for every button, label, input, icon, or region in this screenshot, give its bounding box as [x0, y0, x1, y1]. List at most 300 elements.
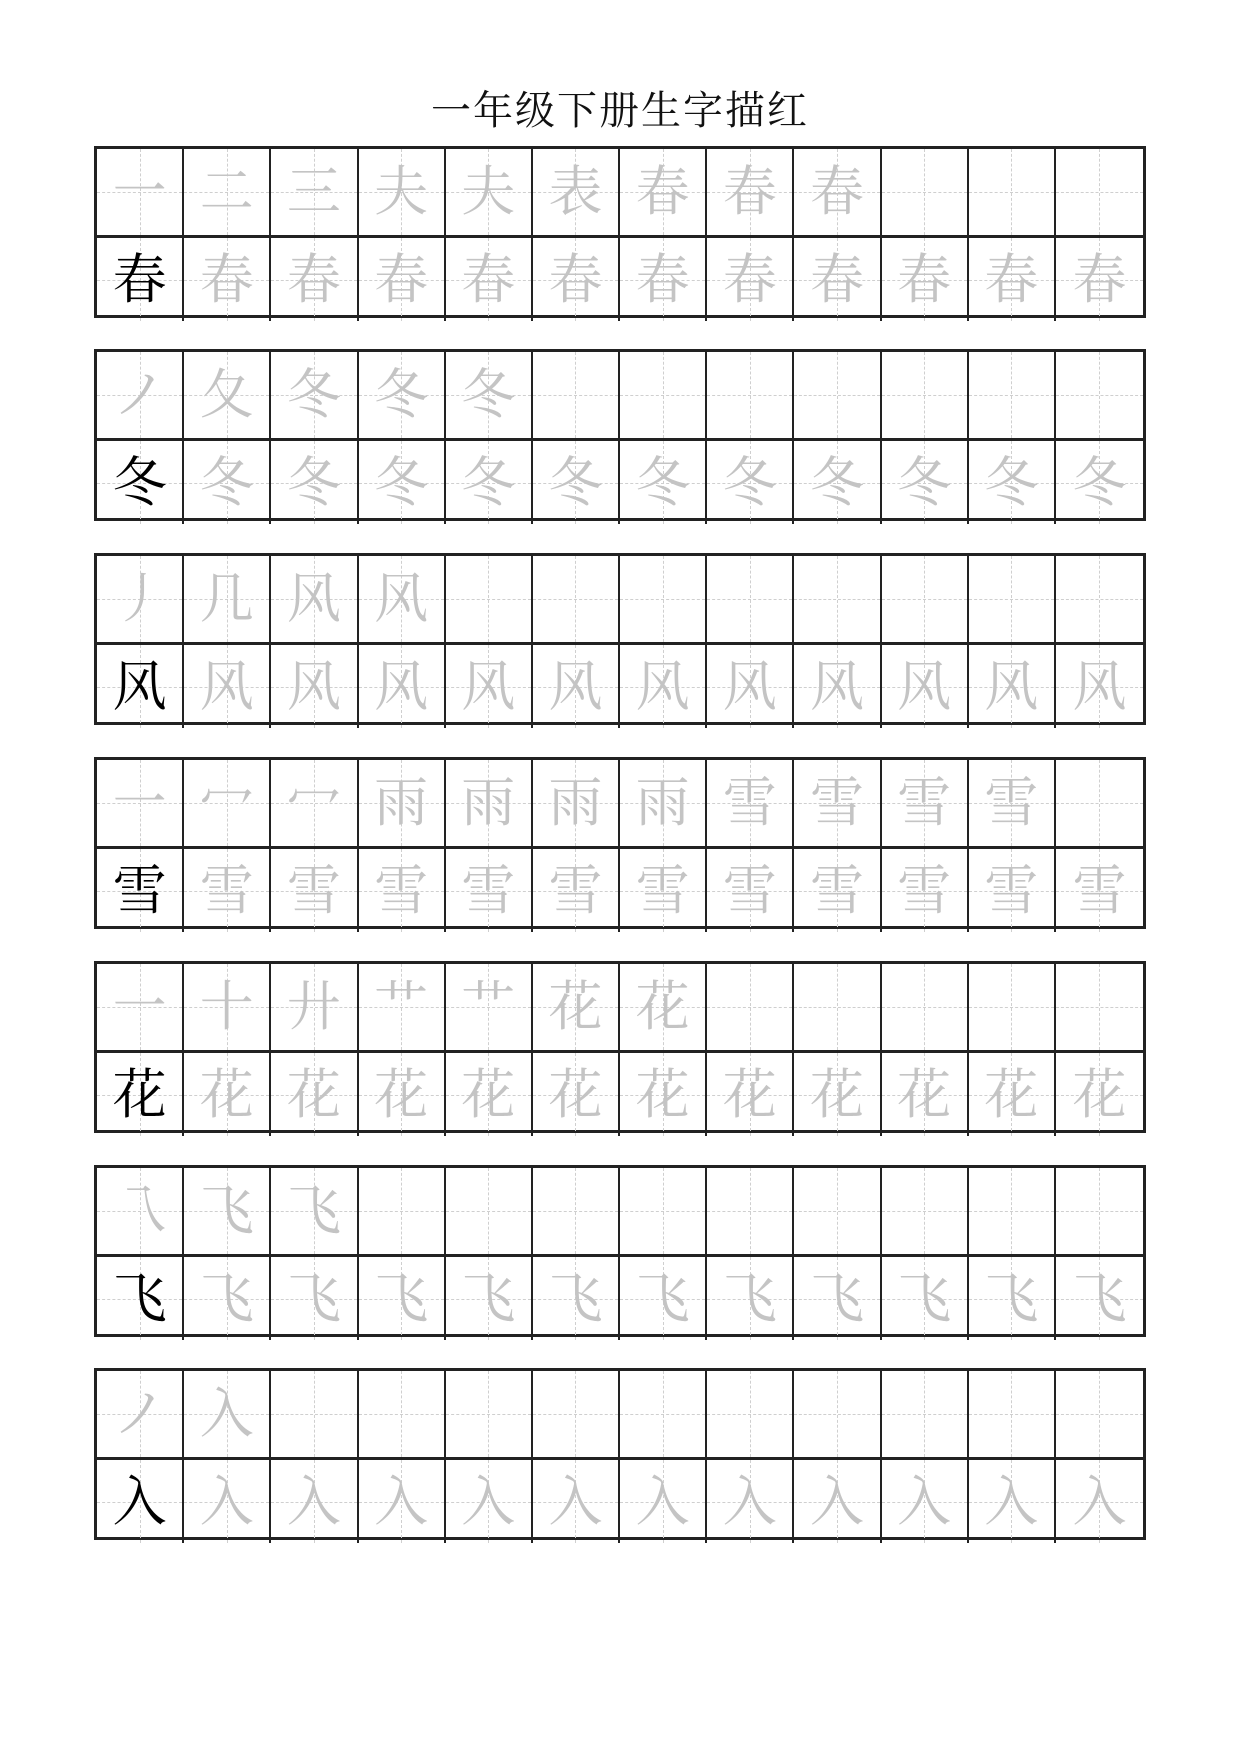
stroke-cell[interactable]	[794, 1371, 881, 1457]
stroke-cell[interactable]	[969, 1371, 1056, 1457]
trace-cell[interactable]	[882, 1460, 969, 1543]
trace-cell[interactable]	[969, 238, 1056, 321]
trace-cell[interactable]	[446, 849, 533, 932]
stroke-char: 花	[635, 975, 690, 1038]
stroke-cell[interactable]	[359, 556, 446, 642]
trace-cell[interactable]	[1056, 441, 1143, 524]
trace-cell[interactable]	[882, 238, 969, 321]
stroke-order-row	[97, 964, 1143, 1053]
trace-cell[interactable]	[620, 849, 707, 932]
stroke-cell[interactable]	[446, 964, 533, 1050]
stroke-cell[interactable]	[794, 556, 881, 642]
stroke-char: 雪	[809, 771, 864, 834]
stroke-char: 春	[635, 160, 690, 223]
model-character: 风	[112, 654, 167, 718]
stroke-cell[interactable]	[184, 1371, 271, 1457]
stroke-cell[interactable]	[359, 760, 446, 846]
trace-char: 风	[461, 654, 516, 718]
stroke-cell[interactable]	[533, 1371, 620, 1457]
stroke-cell[interactable]	[1056, 149, 1143, 235]
trace-char: 雪	[722, 858, 777, 922]
stroke-cell[interactable]	[97, 1168, 184, 1254]
stroke-cell[interactable]	[707, 964, 794, 1050]
trace-cell[interactable]	[882, 645, 969, 728]
trace-cell[interactable]	[1056, 1257, 1143, 1340]
trace-char: 雪	[984, 858, 1039, 922]
character-block	[94, 146, 1146, 318]
stroke-cell[interactable]	[533, 1168, 620, 1254]
trace-char: 花	[1072, 1062, 1127, 1126]
trace-char: 风	[1072, 654, 1127, 718]
trace-char: 花	[548, 1062, 603, 1126]
stroke-char: 花	[548, 975, 603, 1038]
stroke-cell[interactable]	[446, 760, 533, 846]
stroke-cell[interactable]	[184, 149, 271, 235]
trace-cell[interactable]	[446, 1257, 533, 1340]
trace-cell[interactable]	[1056, 1053, 1143, 1136]
trace-char: 春	[286, 247, 341, 311]
stroke-cell[interactable]	[620, 760, 707, 846]
stroke-cell[interactable]	[969, 964, 1056, 1050]
stroke-char: 风	[374, 567, 429, 630]
trace-char: 入	[1072, 1469, 1127, 1533]
trace-char: 入	[809, 1469, 864, 1533]
trace-char: 风	[809, 654, 864, 718]
stroke-char: 飞	[286, 1179, 341, 1242]
trace-char: 飞	[635, 1266, 690, 1330]
trace-cell[interactable]	[969, 849, 1056, 932]
stroke-cell[interactable]	[1056, 1371, 1143, 1457]
trace-cell[interactable]	[794, 441, 881, 524]
stroke-cell[interactable]	[97, 1371, 184, 1457]
stroke-cell[interactable]	[446, 149, 533, 235]
trace-cell[interactable]	[707, 645, 794, 728]
character-block	[94, 1165, 1146, 1337]
trace-char: 入	[635, 1469, 690, 1533]
stroke-cell[interactable]	[446, 1168, 533, 1254]
trace-char: 雪	[548, 858, 603, 922]
trace-cell[interactable]	[882, 1053, 969, 1136]
stroke-cell[interactable]	[359, 964, 446, 1050]
trace-char: 冬	[374, 450, 429, 514]
stroke-cell[interactable]	[794, 964, 881, 1050]
trace-cell[interactable]	[1056, 849, 1143, 932]
trace-cell[interactable]	[794, 849, 881, 932]
stroke-cell[interactable]	[446, 1371, 533, 1457]
trace-cell[interactable]	[707, 1053, 794, 1136]
trace-char: 雪	[1072, 858, 1127, 922]
stroke-char: 雪	[722, 771, 777, 834]
trace-cell[interactable]	[271, 645, 358, 728]
trace-char: 花	[199, 1062, 254, 1126]
trace-cell[interactable]	[446, 645, 533, 728]
trace-cell[interactable]	[969, 1460, 1056, 1543]
stroke-order-row	[97, 760, 1143, 849]
stroke-char: 冬	[286, 363, 341, 426]
trace-char: 冬	[635, 450, 690, 514]
trace-cell[interactable]	[446, 1053, 533, 1136]
trace-char: 春	[548, 247, 603, 311]
trace-char: 入	[286, 1469, 341, 1533]
trace-cell[interactable]	[969, 1257, 1056, 1340]
trace-cell[interactable]	[882, 849, 969, 932]
stroke-cell[interactable]	[97, 556, 184, 642]
stroke-char: 冬	[374, 363, 429, 426]
trace-cell[interactable]	[184, 238, 271, 321]
trace-char: 冬	[984, 450, 1039, 514]
trace-row	[97, 1257, 1143, 1340]
stroke-cell[interactable]	[620, 1371, 707, 1457]
trace-cell[interactable]	[969, 441, 1056, 524]
trace-char: 冬	[1072, 450, 1127, 514]
trace-char: 风	[722, 654, 777, 718]
trace-cell[interactable]	[620, 1053, 707, 1136]
trace-char: 花	[461, 1062, 516, 1126]
trace-cell[interactable]	[620, 1257, 707, 1340]
model-character: 飞	[112, 1266, 167, 1330]
trace-cell[interactable]	[359, 238, 446, 321]
stroke-char: 表	[548, 160, 603, 223]
stroke-cell[interactable]	[359, 352, 446, 438]
model-character-cell	[97, 1460, 184, 1543]
stroke-cell[interactable]	[359, 149, 446, 235]
stroke-cell[interactable]	[794, 149, 881, 235]
stroke-cell[interactable]	[707, 352, 794, 438]
trace-char: 飞	[461, 1266, 516, 1330]
stroke-cell[interactable]	[271, 1168, 358, 1254]
trace-cell[interactable]	[359, 1053, 446, 1136]
trace-cell[interactable]	[184, 1053, 271, 1136]
trace-char: 花	[635, 1062, 690, 1126]
model-character: 雪	[112, 858, 167, 922]
trace-char: 春	[374, 247, 429, 311]
stroke-char: 雨	[548, 771, 603, 834]
model-character-cell	[97, 238, 184, 321]
stroke-char: 一	[112, 975, 167, 1038]
model-character: 春	[112, 247, 167, 311]
trace-cell[interactable]	[446, 441, 533, 524]
stroke-cell[interactable]	[184, 1168, 271, 1254]
trace-char: 飞	[1072, 1266, 1127, 1330]
stroke-cell[interactable]	[446, 352, 533, 438]
trace-char: 入	[461, 1469, 516, 1533]
stroke-cell[interactable]	[794, 352, 881, 438]
trace-char: 花	[984, 1062, 1039, 1126]
stroke-cell[interactable]	[707, 556, 794, 642]
stroke-cell[interactable]	[533, 556, 620, 642]
stroke-char: 乁	[112, 1179, 167, 1242]
trace-char: 入	[548, 1469, 603, 1533]
trace-char: 冬	[897, 450, 952, 514]
trace-char: 入	[897, 1469, 952, 1533]
trace-row	[97, 1053, 1143, 1136]
trace-char: 春	[897, 247, 952, 311]
trace-char: 春	[984, 247, 1039, 311]
trace-char: 飞	[722, 1266, 777, 1330]
trace-cell[interactable]	[707, 1257, 794, 1340]
trace-cell[interactable]	[359, 1257, 446, 1340]
stroke-cell[interactable]	[533, 964, 620, 1050]
trace-char: 冬	[722, 450, 777, 514]
trace-cell[interactable]	[533, 645, 620, 728]
stroke-cell[interactable]	[359, 1168, 446, 1254]
trace-cell[interactable]	[707, 849, 794, 932]
trace-cell[interactable]	[620, 441, 707, 524]
trace-cell[interactable]	[271, 1053, 358, 1136]
trace-cell[interactable]	[794, 1053, 881, 1136]
stroke-cell[interactable]	[1056, 964, 1143, 1050]
stroke-cell[interactable]	[620, 964, 707, 1050]
trace-char: 冬	[461, 450, 516, 514]
character-block	[94, 349, 1146, 521]
trace-char: 风	[984, 654, 1039, 718]
stroke-cell[interactable]	[620, 149, 707, 235]
character-block	[94, 961, 1146, 1133]
stroke-char: 雪	[984, 771, 1039, 834]
stroke-char: 艹	[374, 975, 429, 1038]
trace-cell[interactable]	[1056, 1460, 1143, 1543]
model-character: 冬	[112, 450, 167, 514]
stroke-cell[interactable]	[969, 1168, 1056, 1254]
stroke-cell[interactable]	[184, 760, 271, 846]
stroke-char: ノ	[112, 363, 167, 426]
stroke-cell[interactable]	[882, 964, 969, 1050]
trace-cell[interactable]	[271, 1257, 358, 1340]
trace-cell[interactable]	[620, 645, 707, 728]
stroke-char: 十	[199, 975, 254, 1038]
stroke-cell[interactable]	[184, 556, 271, 642]
trace-cell[interactable]	[446, 1460, 533, 1543]
trace-char: 冬	[286, 450, 341, 514]
trace-char: 冬	[548, 450, 603, 514]
stroke-cell[interactable]	[969, 760, 1056, 846]
stroke-char: 风	[286, 567, 341, 630]
model-character: 花	[112, 1062, 167, 1126]
model-character-cell	[97, 645, 184, 728]
stroke-cell[interactable]	[446, 556, 533, 642]
trace-cell[interactable]	[184, 1460, 271, 1543]
stroke-cell[interactable]	[97, 964, 184, 1050]
trace-cell[interactable]	[1056, 645, 1143, 728]
stroke-char: 冖	[199, 771, 254, 834]
character-block	[94, 553, 1146, 725]
model-character: 入	[112, 1469, 167, 1533]
stroke-char: 雨	[635, 771, 690, 834]
trace-char: 春	[635, 247, 690, 311]
trace-cell[interactable]	[184, 849, 271, 932]
stroke-char: 一	[112, 160, 167, 223]
stroke-cell[interactable]	[184, 964, 271, 1050]
stroke-cell[interactable]	[533, 352, 620, 438]
trace-cell[interactable]	[1056, 238, 1143, 321]
stroke-char: 春	[809, 160, 864, 223]
stroke-char: 二	[199, 160, 254, 223]
stroke-cell[interactable]	[620, 352, 707, 438]
model-character-cell	[97, 1053, 184, 1136]
trace-char: 入	[984, 1469, 1039, 1533]
trace-cell[interactable]	[620, 1460, 707, 1543]
stroke-char: 冬	[461, 363, 516, 426]
stroke-char: 丿	[112, 567, 167, 630]
trace-cell[interactable]	[882, 441, 969, 524]
stroke-cell[interactable]	[794, 1168, 881, 1254]
trace-cell[interactable]	[359, 849, 446, 932]
stroke-cell[interactable]	[97, 149, 184, 235]
trace-char: 飞	[809, 1266, 864, 1330]
stroke-cell[interactable]	[707, 149, 794, 235]
stroke-char: 冖	[286, 771, 341, 834]
stroke-char: 一	[112, 771, 167, 834]
trace-char: 飞	[897, 1266, 952, 1330]
trace-char: 冬	[809, 450, 864, 514]
stroke-char: 三	[286, 160, 341, 223]
stroke-char: 雪	[897, 771, 952, 834]
stroke-cell[interactable]	[184, 352, 271, 438]
stroke-cell[interactable]	[533, 149, 620, 235]
stroke-cell[interactable]	[271, 1371, 358, 1457]
trace-char: 春	[1072, 247, 1127, 311]
trace-char: 飞	[984, 1266, 1039, 1330]
trace-cell[interactable]	[359, 645, 446, 728]
trace-char: 风	[635, 654, 690, 718]
trace-cell[interactable]	[882, 1257, 969, 1340]
trace-cell[interactable]	[707, 441, 794, 524]
trace-char: 冬	[199, 450, 254, 514]
trace-cell[interactable]	[620, 238, 707, 321]
trace-cell[interactable]	[707, 1460, 794, 1543]
trace-cell[interactable]	[794, 238, 881, 321]
character-block	[94, 757, 1146, 929]
stroke-cell[interactable]	[882, 1371, 969, 1457]
trace-cell[interactable]	[184, 441, 271, 524]
stroke-cell[interactable]	[620, 556, 707, 642]
stroke-cell[interactable]	[271, 760, 358, 846]
stroke-cell[interactable]	[97, 760, 184, 846]
trace-row	[97, 441, 1143, 524]
trace-cell[interactable]	[533, 1053, 620, 1136]
stroke-char: 雨	[374, 771, 429, 834]
trace-char: 雪	[635, 858, 690, 922]
stroke-cell[interactable]	[882, 1168, 969, 1254]
stroke-char: 飞	[199, 1179, 254, 1242]
stroke-cell[interactable]	[882, 556, 969, 642]
trace-cell[interactable]	[794, 1257, 881, 1340]
trace-cell[interactable]	[184, 1257, 271, 1340]
trace-char: 花	[374, 1062, 429, 1126]
stroke-cell[interactable]	[620, 1168, 707, 1254]
stroke-char: 几	[199, 567, 254, 630]
trace-cell[interactable]	[271, 238, 358, 321]
model-character-cell	[97, 849, 184, 932]
stroke-cell[interactable]	[1056, 760, 1143, 846]
trace-cell[interactable]	[446, 238, 533, 321]
trace-char: 风	[548, 654, 603, 718]
stroke-char: 夂	[199, 363, 254, 426]
stroke-char: 艹	[461, 975, 516, 1038]
stroke-order-row	[97, 1371, 1143, 1460]
stroke-cell[interactable]	[882, 760, 969, 846]
trace-char: 飞	[548, 1266, 603, 1330]
trace-cell[interactable]	[533, 849, 620, 932]
stroke-char: 春	[722, 160, 777, 223]
trace-cell[interactable]	[794, 1460, 881, 1543]
stroke-cell[interactable]	[969, 352, 1056, 438]
trace-char: 花	[722, 1062, 777, 1126]
stroke-cell[interactable]	[271, 556, 358, 642]
trace-cell[interactable]	[533, 1460, 620, 1543]
trace-char: 飞	[286, 1266, 341, 1330]
trace-cell[interactable]	[533, 441, 620, 524]
trace-cell[interactable]	[794, 645, 881, 728]
trace-cell[interactable]	[533, 238, 620, 321]
stroke-char: 廾	[286, 975, 341, 1038]
trace-char: 春	[722, 247, 777, 311]
stroke-cell[interactable]	[794, 760, 881, 846]
trace-char: 风	[286, 654, 341, 718]
trace-cell[interactable]	[271, 441, 358, 524]
stroke-cell[interactable]	[97, 352, 184, 438]
stroke-char: 夫	[374, 160, 429, 223]
stroke-char: 雨	[461, 771, 516, 834]
stroke-cell[interactable]	[707, 760, 794, 846]
trace-cell[interactable]	[969, 1053, 1056, 1136]
stroke-cell[interactable]	[1056, 352, 1143, 438]
trace-cell[interactable]	[707, 238, 794, 321]
trace-cell[interactable]	[271, 1460, 358, 1543]
trace-char: 飞	[374, 1266, 429, 1330]
trace-char: 入	[374, 1469, 429, 1533]
stroke-cell[interactable]	[707, 1168, 794, 1254]
trace-cell[interactable]	[533, 1257, 620, 1340]
trace-char: 雪	[809, 858, 864, 922]
trace-cell[interactable]	[359, 1460, 446, 1543]
page-title: 一年级下册生字描红	[431, 88, 809, 134]
model-character-cell	[97, 441, 184, 524]
trace-char: 雪	[199, 858, 254, 922]
trace-char: 花	[809, 1062, 864, 1126]
trace-cell[interactable]	[359, 441, 446, 524]
trace-char: 雪	[897, 858, 952, 922]
trace-cell[interactable]	[969, 645, 1056, 728]
stroke-cell[interactable]	[882, 149, 969, 235]
stroke-cell[interactable]	[359, 1371, 446, 1457]
trace-char: 风	[199, 654, 254, 718]
trace-char: 风	[374, 654, 429, 718]
stroke-cell[interactable]	[1056, 1168, 1143, 1254]
trace-cell[interactable]	[184, 645, 271, 728]
stroke-cell[interactable]	[969, 556, 1056, 642]
stroke-cell[interactable]	[271, 149, 358, 235]
stroke-order-row	[97, 556, 1143, 645]
trace-char: 雪	[461, 858, 516, 922]
stroke-cell[interactable]	[707, 1371, 794, 1457]
trace-char: 入	[722, 1469, 777, 1533]
trace-cell[interactable]	[271, 849, 358, 932]
stroke-char: ノ	[112, 1382, 167, 1445]
stroke-cell[interactable]	[533, 760, 620, 846]
stroke-order-row	[97, 1168, 1143, 1257]
trace-char: 春	[199, 247, 254, 311]
stroke-cell[interactable]	[1056, 556, 1143, 642]
trace-char: 风	[897, 654, 952, 718]
stroke-cell[interactable]	[271, 964, 358, 1050]
trace-row	[97, 645, 1143, 728]
stroke-cell[interactable]	[271, 352, 358, 438]
stroke-cell[interactable]	[882, 352, 969, 438]
trace-char: 雪	[286, 858, 341, 922]
stroke-cell[interactable]	[969, 149, 1056, 235]
trace-row	[97, 1460, 1143, 1543]
